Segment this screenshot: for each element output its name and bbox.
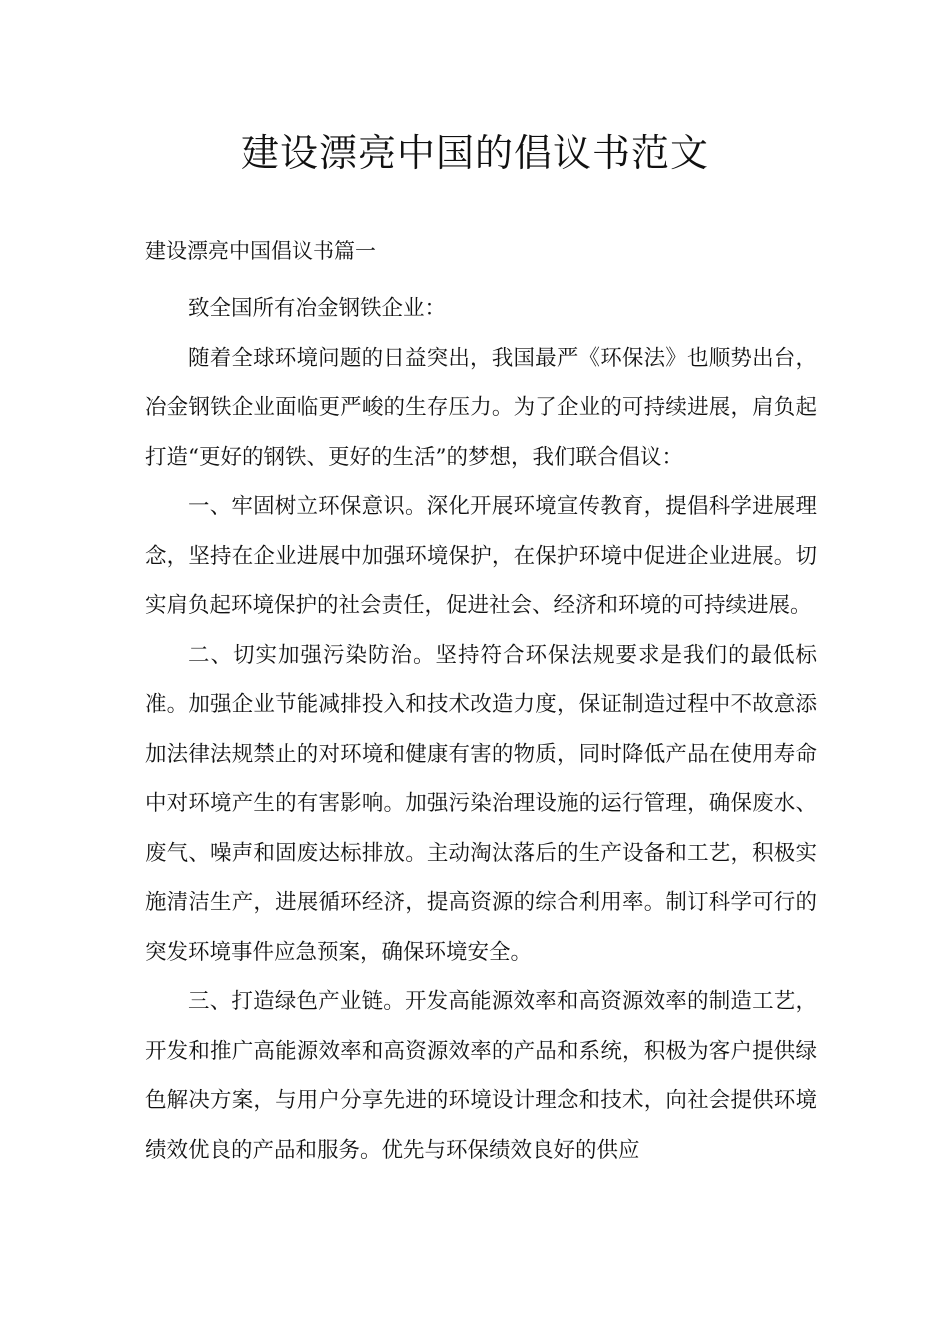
paragraph-three: 三、打造绿色产业链。开发高能源效率和高资源效率的制造工艺，开发和推广高能源效率和高资源效率的产品和系统，积极为客户提供绿色解决方案，与用户分享先进的环境设计理念和技术，向社会提供环境绩效优良的产品和服务。优先与环保绩效良好的供应 <box>145 989 817 1163</box>
document-title: 建设漂亮中国的倡议书范文 <box>240 131 709 175</box>
paragraph-two: 二、切实加强污染防治。坚持符合环保法规要求是我们的最低标准。加强企业节能减排投入和技术改造力度，保证制造过程中不故意添加法律法规禁止的对环境和健康有害的物质，同时降低产品在使用寿命中对环境产生的有害影响。加强污染治理设施的运行管理，确保废水、废气、噪声和固废达标排放。主动淘汰落后的生产设备和工艺，积极实施清洁生产，进展循环经济，提高资源的综合利用率。制订科学可行的突发环境事件应急预案，确保环境安全。 <box>145 642 817 965</box>
paragraph-intro: 随着全球环境问题的日益突出，我国最严《环保法》也顺势出台，冶金钢铁企业面临更严峻的生存压力。为了企业的可持续进展，肩负起打造“更好的钢铁、更好的生活”的梦想，我们联合倡议： <box>145 345 817 470</box>
salutation: 致全国所有冶金钢铁企业： <box>188 296 447 321</box>
section-heading: 建设漂亮中国倡议书篇一 <box>145 239 376 263</box>
paragraph-one: 一、牢固树立环保意识。深化开展环境宣传教育，提倡科学进展理念，坚持在企业进展中加强环境保护，在保护环境中促进企业进展。切实肩负起环境保护的社会责任，促进社会、经济和环境的可持续进展。 <box>145 494 817 618</box>
document-body <box>145 284 817 1175</box>
